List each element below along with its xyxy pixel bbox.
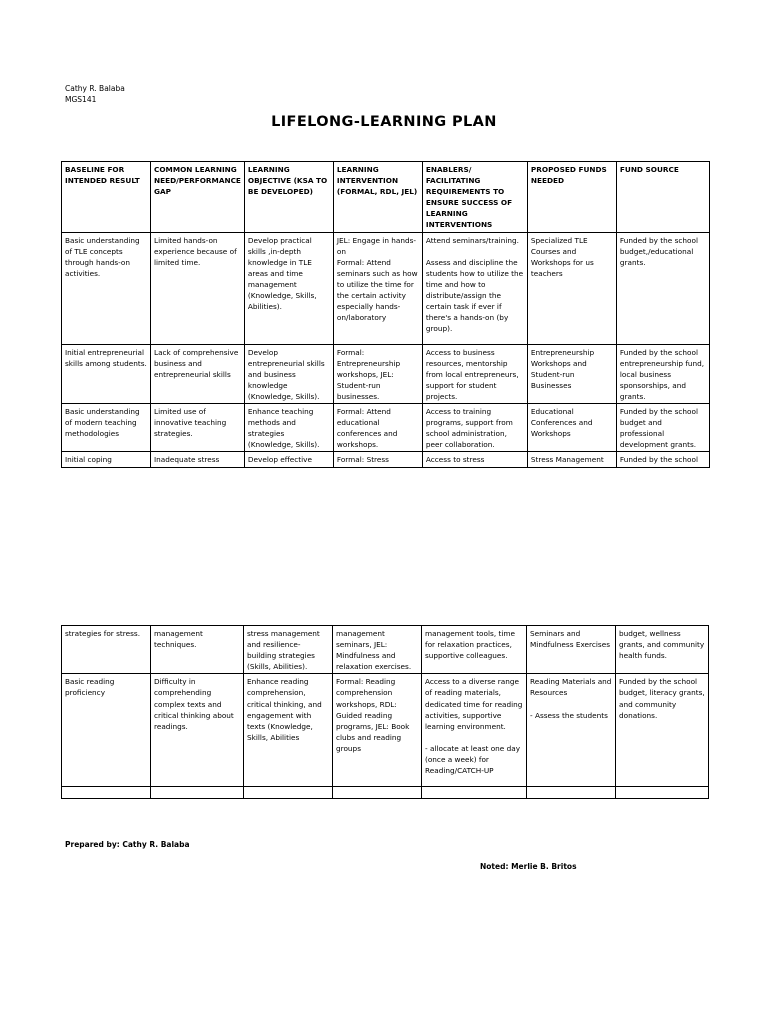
table-cell: Access to training programs, support from school administration, peer collaboration. (422, 404, 527, 452)
table-cell: stress management and resilience-building strategies (Skills, Abilities). (244, 626, 333, 674)
table-cell: Enhance teaching methods and strategies (Knowledge, Skills). (244, 404, 333, 452)
table-cell: Funded by the school budget and professional development grants. (616, 404, 709, 452)
table-cell: Develop entrepreneurial skills and business knowledge (Knowledge, Skills). (244, 344, 333, 403)
table-cell: Basic reading proficiency (62, 674, 151, 787)
table-cell: Funded by the school budget,/educational grants. (616, 232, 709, 344)
table-cell: Initial coping (62, 452, 151, 467)
table-cell-empty (527, 787, 616, 799)
header-enablers: ENABLERS/ FACILITATING REQUIREMENTS TO ENSURE SUCCESS OF LEARNING INTERVENTIONS (422, 162, 527, 233)
table-row (62, 787, 709, 799)
table-header-row (62, 162, 710, 233)
table-cell: Enhance reading comprehension, critical thinking, and engagement with texts (Knowledge, Skills, Abilities (244, 674, 333, 787)
table-cell: Lack of comprehensive business and entrepreneurial skills (151, 344, 245, 403)
table-cell: Initial entrepreneurial skills among students. (62, 344, 151, 403)
header-learning-intervention: LEARNING INTERVENTION (FORMAL, RDL, JEL) (333, 162, 422, 233)
header-learning-need: COMMON LEARNING NEED/PERFORMANCE GAP (151, 162, 245, 233)
table-row (62, 674, 709, 787)
table-cell: Access to a diverse range of reading materials, dedicated time for reading activities, supportive learning environment. - allocate at least one day (once a week) for Reading/CATCH-UP (422, 674, 527, 787)
plan-table-page2 (61, 625, 709, 799)
course-code: MGS141 (65, 95, 97, 104)
table-cell-empty (422, 787, 527, 799)
table-cell: Funded by the school (616, 452, 709, 467)
header-fund-source: FUND SOURCE (616, 162, 709, 233)
table-cell: management tools, time for relaxation practices, supportive colleagues. (422, 626, 527, 674)
table-cell: Formal: Entrepreneurship workshops, JEL: Student-run businesses. (333, 344, 422, 403)
table-cell: Seminars and Mindfulness Exercises (527, 626, 616, 674)
plan-table-page1 (61, 161, 710, 468)
table-cell: Develop practical skills ,in-depth knowledge in TLE areas and time management (Knowledge, Skills, Abilities). (244, 232, 333, 344)
table-cell-empty (151, 787, 244, 799)
table-cell: Inadequate stress (151, 452, 245, 467)
table-cell: Entrepreneurship Workshops and Student-run Businesses (527, 344, 616, 403)
table-cell-empty (244, 787, 333, 799)
author-block (65, 83, 125, 105)
table-row (62, 232, 710, 344)
table-cell: Formal: Stress (333, 452, 422, 467)
table-cell: Limited use of innovative teaching strategies. (151, 404, 245, 452)
table-row (62, 344, 710, 403)
table-cell: strategies for stress. (62, 626, 151, 674)
table-cell: Educational Conferences and Workshops (527, 404, 616, 452)
table-cell: Stress Management (527, 452, 616, 467)
noted-by: Noted: Merlie B. Britos (480, 862, 577, 871)
table-cell: JEL: Engage in hands-on Formal: Attend seminars such as how to utilize the time for the certain activity especially hands-on/laboratory (333, 232, 422, 344)
table-cell: Limited hands-on experience because of limited time. (151, 232, 245, 344)
table-cell: Specialized TLE Courses and Workshops for us teachers (527, 232, 616, 344)
table-cell-empty (333, 787, 422, 799)
table-cell: Difficulty in comprehending complex texts and critical thinking about readings. (151, 674, 244, 787)
table-cell: Basic understanding of modern teaching methodologies (62, 404, 151, 452)
table-cell: Access to stress (422, 452, 527, 467)
table-cell: Reading Materials and Resources - Assess the students (527, 674, 616, 787)
table-cell: Access to business resources, mentorship from local entrepreneurs, support for student projects. (422, 344, 527, 403)
table-cell: Formal: Attend educational conferences and workshops. (333, 404, 422, 452)
table-cell: budget, wellness grants, and community health funds. (616, 626, 709, 674)
header-proposed-funds: PROPOSED FUNDS NEEDED (527, 162, 616, 233)
table-row (62, 626, 709, 674)
table-row (62, 404, 710, 452)
table-cell: management techniques. (151, 626, 244, 674)
document-title: LIFELONG-LEARNING PLAN (271, 114, 497, 130)
table-cell: Develop effective (244, 452, 333, 467)
table-row (62, 452, 710, 467)
table-cell: Funded by the school budget, literacy grants, and community donations. (616, 674, 709, 787)
table-cell-empty (62, 787, 151, 799)
table-cell: Funded by the school entrepreneurship fund, local business sponsorships, and grants. (616, 344, 709, 403)
author-name: Cathy R. Balaba (65, 84, 125, 93)
table-cell: management seminars, JEL: Mindfulness and relaxation exercises. (333, 626, 422, 674)
header-learning-objective: LEARNING OBJECTIVE (KSA TO BE DEVELOPED) (244, 162, 333, 233)
table-cell-empty (616, 787, 709, 799)
table-cell: Formal: Reading comprehension workshops, RDL: Guided reading programs, JEL: Book clubs and reading groups (333, 674, 422, 787)
prepared-by: Prepared by: Cathy R. Balaba (65, 840, 190, 849)
table-cell: Attend seminars/training. Assess and discipline the students how to utilize the time and how to distribute/assign the certain task if ever if there's a hands-on (by group). (422, 232, 527, 344)
header-baseline: BASELINE FOR INTENDED RESULT (62, 162, 151, 233)
table-cell: Basic understanding of TLE concepts through hands-on activities. (62, 232, 151, 344)
